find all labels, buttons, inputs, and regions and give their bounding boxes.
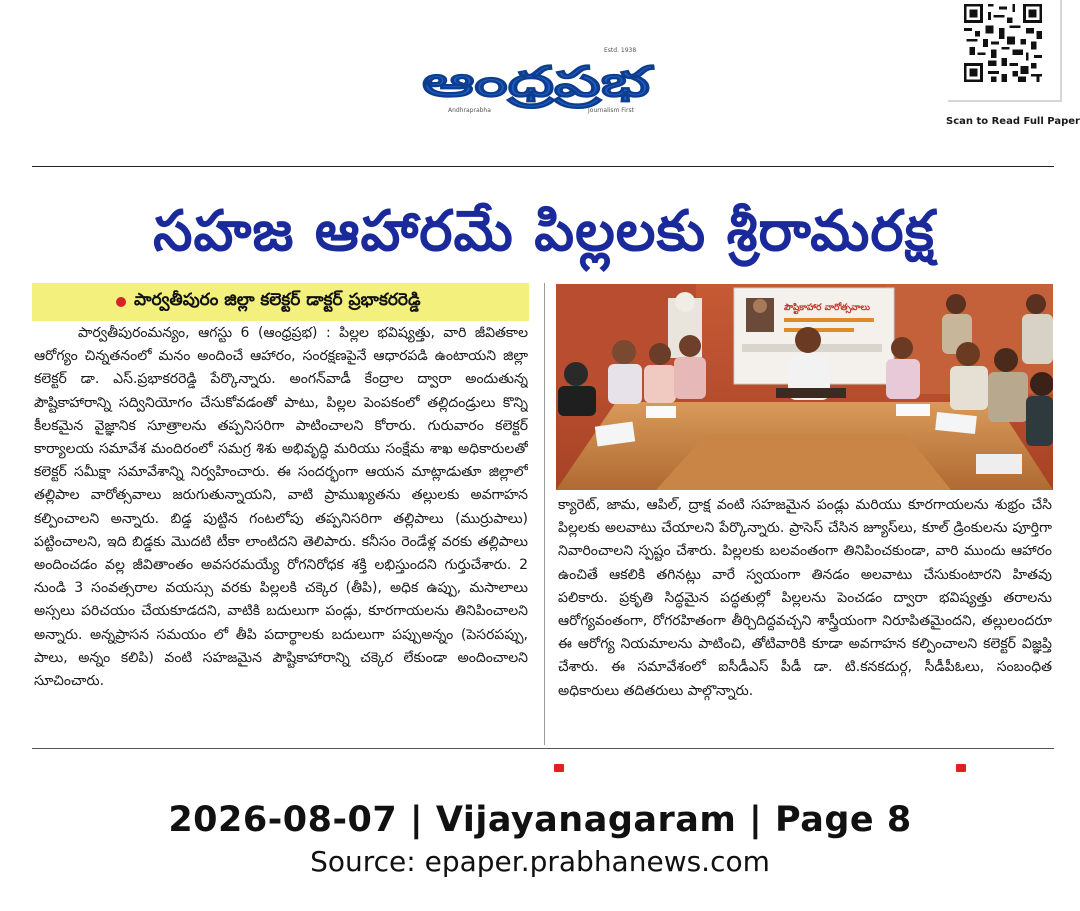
logo-text: ఆంధ్రప్రభ bbox=[422, 57, 568, 106]
banner-text: పౌష్టికాహార వారోత్సవాలు bbox=[784, 303, 870, 313]
page-mark bbox=[956, 764, 966, 772]
body-paragraph-right: క్యారెట్, జామ, ఆపిల్, ద్రాక్ష వంటి సహజమైన పండ్లు మరియు కూరగాయలను శుభ్రం చేసి పిల్లలకు అలవాటు చేయాలని పేర్కొన్నారు. ప్రాసెస్ చేసిన జ్యూస్‌లు, కూల్ డ్రింకులను పూర్తిగా నివారించాలని స్పష్టం చేశారు. పిల్లలకు బలవంతంగా తినిపించకుండా, వారి ముందు ఆహారం ఉంచితే ఆకలికి తగినట్లు వారే స్వయంగా తినడం అలవాటు చేసుకుంటారని హితవు పలికారు. ప్రకృతి సిద్ధమైన పద్ధతుల్లో పిల్లలను పెంచడం ద్వారా భవిష్యత్తు తరాలను ఆరోగ్యవంతంగా, రోగరహితంగా తీర్చిదిద్దవచ్చని శాస్త్రీయంగా నిరూపితమైందని, తల్లులందరూ ఈ ఆరోగ్య నియమాలను పాటించి, తోటివారికి కూడా అవగాహన కల్పించాలని కలెక్టర్ విజ్ఞప్తి చేశారు. ఈ సమావేశంలో ఐసీడీఎస్ పీడీ డా. టి.కనకదుర్గ, సీడీపీఓలు, సంబంధిత అధికారులు తదితరులు పాల్గొన్నారు. bbox=[558, 497, 1052, 699]
page-mark bbox=[554, 764, 564, 772]
subhead-text: పార్వతీపురం జిల్లా కలెక్టర్ డాక్టర్ ప్రభాకరరెడ్డి bbox=[134, 290, 421, 310]
column-divider bbox=[544, 283, 545, 745]
qr-panel bbox=[948, 0, 1062, 102]
top-rule bbox=[32, 166, 1054, 167]
article-body-right bbox=[558, 494, 1052, 744]
article-headline: సహజ ఆహారమే పిల్లలకు శ్రీరామరక్ష bbox=[153, 199, 935, 264]
edition-info: 2026-08-07 | Vijayanagaram | Page 8 bbox=[168, 800, 912, 840]
bottom-rule bbox=[32, 748, 1054, 749]
logo-tag-left: Andhraprabha bbox=[448, 107, 491, 114]
body-paragraph-left: పార్వతీపురంమన్యం, ఆగస్టు 6 (ఆంధ్రప్రభ) : పిల్లల భవిష్యత్తు, వారి జీవితకాల ఆరోగ్యం చిన్నతనంలో మనం అందించే ఆహారం, సంరక్షణపైనే ఆధారపడి ఉంటాయని జిల్లా కలెక్టర్ డా. ఎస్.ప్రభాకరరెడ్డి పేర్కొన్నారు. అంగన్‌వాడీ కేంద్రాల ద్వారా అందుతున్న పౌష్టికాహారాన్ని సద్వినియోగం చేసుకోవడంతో పాటు, పిల్లల పెంపకంలో తల్లిదండ్రులు కొన్ని కీలకమైన వైజ్ఞానిక సూత్రాలను తప్పనిసరిగా పాటించాలని కోరారు. గురువారం కలెక్టర్ కార్యాలయ సమావేశ మందిరంలో సమగ్ర శిశు అభివృద్ధి మరియు సంక్షేమ శాఖ అధికారులతో కలెక్టర్ సమీక్షా సమావేశాన్ని నిర్వహించారు. ఈ సందర్భంగా ఆయన మాట్లాడుతూ జిల్లాలో తల్లిపాల వారోత్సవాలు జరుగుతున్నాయని, వాటి ప్రాముఖ్యతను తల్లులకు అవగాహన కల్పించాలని అన్నారు. బిడ్డ పుట్టిన గంటలోపు తప్పనిసరిగా తల్లిపాలు (ముర్రుపాలు) పట్టించాలని, ఇది బిడ్డకు మొదటి టీకా లాంటిదని తెలిపారు. కనీసం రెండేళ్ల వరకు తల్లిపాలు అందించడం వల్ల జీవితాంతం అవసరమయ్యే రోగనిరోధక శక్తి లభిస్తుందని గుర్తుచేశారు. 2 నుండి 3 సంవత్సరాల వయస్సు వరకు పిల్లలకి చక్కెర (తీపి), అధిక ఉప్పు, మసాలాలు అస్సలు పరిచయం చేయకూడదని, వాటికి బదులుగా పండ్లు, కూరగాయలను తినిపించాలని అన్నారు. అన్నప్రాసన సమయం లో తీపి పదార్థాలకు బదులుగా పప్పుఅన్నం (పెసరపప్పు, పాలు, అన్నం కలిపి) వంటి సహజమైన పౌష్టికాహారాన్ని చక్కెర లేకుండా అందించాలని సూచించారు. bbox=[34, 325, 528, 690]
logo-tag-right: Journalism First bbox=[588, 107, 634, 114]
article-body-left bbox=[34, 322, 528, 742]
qr-code-icon[interactable] bbox=[964, 4, 1042, 82]
meeting-photo bbox=[556, 284, 1053, 490]
article-subhead bbox=[32, 283, 529, 321]
source-link[interactable]: Source: epaper.prabhanews.com bbox=[310, 845, 770, 878]
bullet-icon bbox=[116, 297, 126, 307]
qr-caption: Scan to Read Full Paper bbox=[946, 116, 1080, 127]
masthead-logo bbox=[418, 44, 658, 120]
estd-label: Estd. 1938 bbox=[604, 47, 637, 54]
